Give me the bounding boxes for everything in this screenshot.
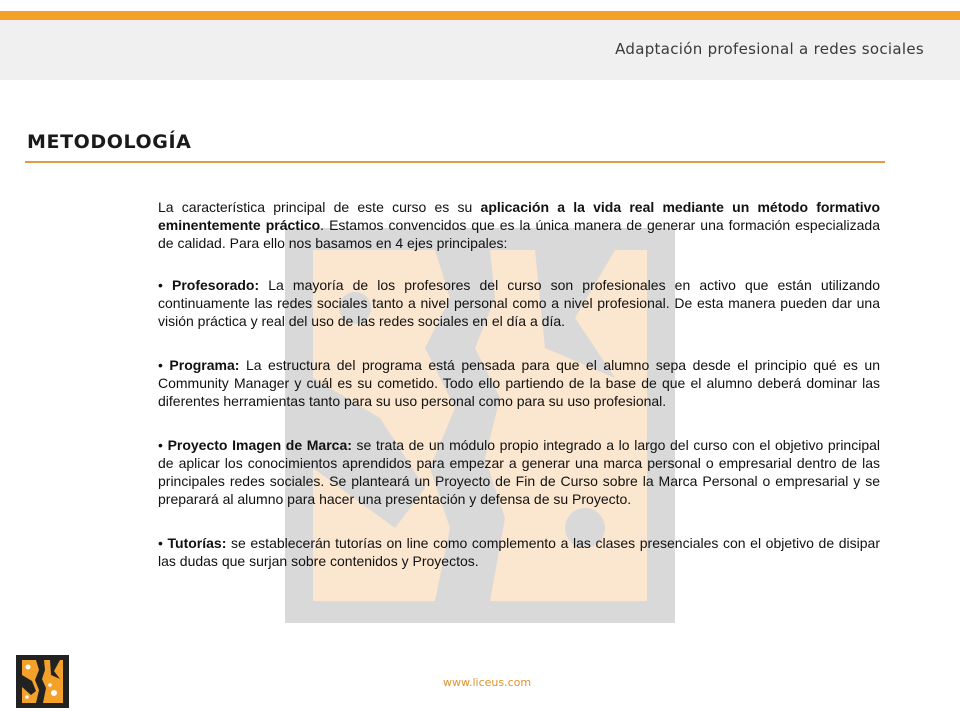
bullet-proyecto-imagen-marca: • Proyecto Imagen de Marca: se trata de un módulo propio integrado a lo largo del curso con el objetivo principal de aplicar los conocimientos aprendidos para empezar a generar una marca personal o empresarial dentro de las principales redes sociales. Se planteará un Proyecto de Fin de Curso sobre la Marca Personal o empresarial y se preparará al alumno para hacer una presentación y defensa de su Proyecto. [158,437,881,507]
bullet-programa: • Programa: La estructura del programa está pensada para que el alumno sepa desde el principio qué es un Community Manager y cuál es su cometido. Todo ello partiendo de la base de que el alumno deberá dominar las diferentes herramientas tanto para su uso personal como para su uso profesional. [158,357,880,409]
bullet-label: Programa: [169,357,240,373]
bullet-profesorado: • Profesorado: La mayoría de los profesores del curso son profesionales en activo que están utilizando continuamente las redes sociales tanto a nivel personal como a nivel profesional. De esta manera pueden dar una visión práctica y real del uso de las redes sociales en el día a día. [158,277,880,329]
top-accent-bar [0,11,960,20]
header-title: Adaptación profesional a redes sociales [615,40,924,58]
bullet-text: se trata de un módulo propio integrado a lo largo del curso con el objetivo principal de aplicar los conocimientos aprendidos para empezar a generar una marca personal o empresarial dentro de las principales redes sociales. Se planteará un Proyecto de Fin de Curso sobre la Marca Personal o empresarial y se preparará al alumno para hacer una presentación y defensa de su Proyecto. [158,437,881,507]
bullet-text: se establecerán tutorías on line como complemento a las clases presenciales con el objetivo de disipar las dudas que surjan sobre contenidos y Proyectos. [158,535,880,569]
intro-highlight: aplicación a la vida real mediante un método formativo eminentemente práctico [158,199,881,233]
liceus-logo-icon [16,655,69,708]
bullet-label: Tutorías: [167,535,227,551]
title-divider [25,161,885,163]
header-band [0,20,960,80]
bullet-label: Profesorado: [172,277,260,293]
content-body [158,198,880,596]
section-title: METODOLOGÍA [27,131,192,153]
bullet-tutorias: • Tutorías: se establecerán tutorías on line como complemento a las clases presenciales con el objetivo de disipar las dudas que surjan sobre contenidos y Proyectos. [158,535,880,569]
bullet-text: La mayoría de los profesores del curso son profesionales en activo que están utilizando continuamente las redes sociales tanto a nivel personal como a nivel profesional. De esta manera pueden dar una visión práctica y real del uso de las redes sociales en el día a día. [158,277,880,329]
bullet-label: Proyecto Imagen de Marca: [167,437,352,453]
intro-paragraph: La característica principal de este curso es su aplicación a la vida real mediante un método formativo eminentemente práctico. Estamos convencidos que es la única manera de generar una formación especializada de calidad. Para ello nos basamos en 4 ejes principales: [158,199,881,251]
footer-url-link[interactable]: www.liceus.com [443,676,532,689]
bullet-text: La estructura del programa está pensada para que el alumno sepa desde el principio qué es un Community Manager y cuál es su cometido. Todo ello partiendo de la base de que el alumno deberá dominar las diferentes herramientas tanto para su uso personal como para su uso profesional. [158,357,880,409]
